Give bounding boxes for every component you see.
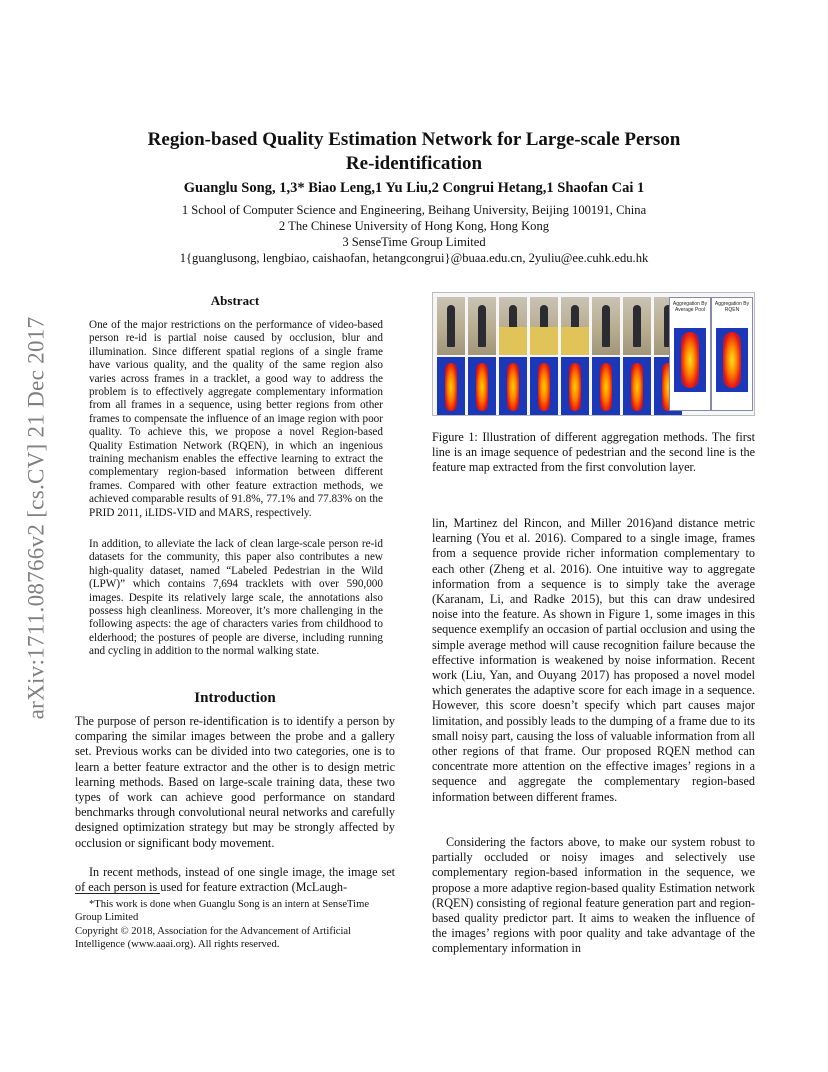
pedestrian-frame-occluded (561, 297, 589, 355)
arxiv-identifier (12, 280, 60, 755)
abstract-paragraph-2: In addition, to alleviate the lack of clean large-scale person re-id datasets for the community, this paper also contributes a new high-quality dataset, named “Labeled Pedestrian in the Wild (LPW)” which contains 7,694 tracklets with over 590,000 images. Despite its relatively large scale, the annotations also possess high cleanliness. Moreover, it’s more challenging in the following aspects: the age of characters varies from childhood to elderhood; the postures of people are diverse, including running and cycling in addition to the normal walking state. (89, 538, 383, 658)
pedestrian-frame (468, 297, 496, 355)
feature-map (499, 357, 527, 415)
feature-map (561, 357, 589, 415)
introduction-heading: Introduction (194, 690, 276, 706)
aggregation-rqen-label: Aggregation By RQEN (714, 301, 750, 313)
feature-map (468, 357, 496, 415)
pedestrian-frame-occluded (530, 297, 558, 355)
title-line-1: Region-based Quality Estimation Network for Large-scale Person (147, 129, 681, 150)
feature-map (437, 357, 465, 415)
figure-1-caption: Figure 1: Illustration of different aggregation methods. The first line is an image sequence of pedestrian and the second line is the feature map extracted from the first convolution layer. (432, 430, 755, 475)
feature-map (530, 357, 558, 415)
aggregation-rqen-panel (711, 297, 753, 411)
author-emails: 1{guanglusong, lengbiao, caishaofan, hetangcongrui}@buaa.edu.cn, 2yuliu@ee.cuhk.edu.hk (179, 251, 649, 265)
affiliation-3: 3 SenseTime Group Limited (342, 235, 486, 249)
affiliation-2: 2 The Chinese University of Hong Kong, Hong Kong (278, 219, 550, 233)
pedestrian-frame (592, 297, 620, 355)
arxiv-identifier-text: arXiv:1711.08766v2 [cs.CV] 21 Dec 2017 (23, 316, 49, 719)
abstract-heading: Abstract (210, 293, 260, 308)
copyright-notice: Copyright © 2018, Association for the Advancement of Artificial Intelligence (www.aaai.org). All rights reserved. (75, 926, 352, 950)
right-column-paragraph-2: Considering the factors above, to make our system robust to partially occluded or noisy images and selectively use complementary region-based information in the sequence, we propose a more adaptive region-based quality Estimation network (RQEN) consisting of regional feature generation part and region-based quality predictor part. It aims to weaken the influence of the images’ regions with poor quality and take advantage of the complementary information in (432, 835, 755, 956)
footnote-intern: *This work is done when Guanglu Song is an intern at SenseTime Group Limited (75, 899, 370, 923)
paper-title (60, 128, 768, 176)
pedestrian-frame (623, 297, 651, 355)
aggregation-average-pool-label: Aggregation By Average Pool (672, 301, 708, 313)
feature-map-row (437, 357, 682, 415)
abstract-paragraph-1: One of the major restrictions on the performance of video-based person re-id is partial noise caused by occlusion, blur and illumination. Since different spatial regions of a single frame have various quality, and the quality of the same region also varies across frames in a tracklet, a good way to address the problem is to effectively aggregate complementary information from all frames in a sequence, using better regions from other frames to compensate the influence of an image region with poor quality. To achieve this, we propose a novel Region-based Quality Estimation Network (RQEN), in which an ingenious training mechanism enables the effective learning to extract the complementary region-based information between different frames. Compared with other feature extraction methods, we achieved comparable results of 91.8%, 77.1% and 77.83% on the PRID 2011, iLIDS-VID and MARS, respectively. (89, 319, 383, 519)
feature-map (623, 357, 651, 415)
aggregated-feature-map-average (674, 328, 706, 392)
intro-paragraph-1: The purpose of person re-identification is to identify a person by comparing the similar images between the probe and a gallery set. Previous works can be divided into two categories, one is to learn a better feature extractor and the other is to design metric learning methods. Based on large-scale training data, these two types of work can achieve good performance on standard benchmarks through convolutional neural networks and carefully designed optimization strategy but may be strongly affected by occlusion or significant body movement. (75, 714, 395, 850)
aggregated-feature-map-rqen (716, 328, 748, 392)
feature-map (592, 357, 620, 415)
right-column-paragraph-1: lin, Martinez del Rincon, and Miller 2016)and distance metric learning (You et al. 2016). Compared to a single image, frames from a sequence provide richer information complementary to each other (Zheng et al. 2016). One intuitive way to aggregate information from a sequence is to simply take the average (Karanam, Li, and Radke 2015), but this can draw undesired noise into the feature. As shown in Figure 1, some images in this sequence exemplify an occasion of partial occlusion and using the simple average method will cause recognition failure because the effective information is weakened by noise information. Recent work (Liu, Yan, and Ouyang 2017) has proposed a novel model which generates the adaptive score for each image in a sequence. However, this score doesn’t specify which part causes major limitation, and possibly leads to the dumping of a frame due to its small noisy part, causing the loss of valuable information from all other regions of that frame. Our proposed RQEN method can concentrate more attention on the effective images’ regions in a sequence and aggregate the complementary region-based information between different frames. (432, 516, 755, 804)
pedestrian-frame (437, 297, 465, 355)
footnote-rule (75, 893, 160, 894)
intro-paragraph-2: In recent methods, instead of one single image, the image set of each person is used for feature extraction (McLaugh- (75, 865, 395, 895)
aggregation-average-pool-panel (669, 297, 711, 411)
image-sequence-row (437, 297, 682, 355)
author-list: Guanglu Song, 1,3* Biao Leng,1 Yu Liu,2 Congrui Hetang,1 Shaofan Cai 1 (183, 180, 645, 196)
pedestrian-frame-occluded (499, 297, 527, 355)
figure-1 (432, 292, 755, 416)
title-line-2: Re-identification (345, 153, 483, 174)
affiliation-1: 1 School of Computer Science and Engineering, Beihang University, Beijing 100191, China (181, 203, 647, 217)
